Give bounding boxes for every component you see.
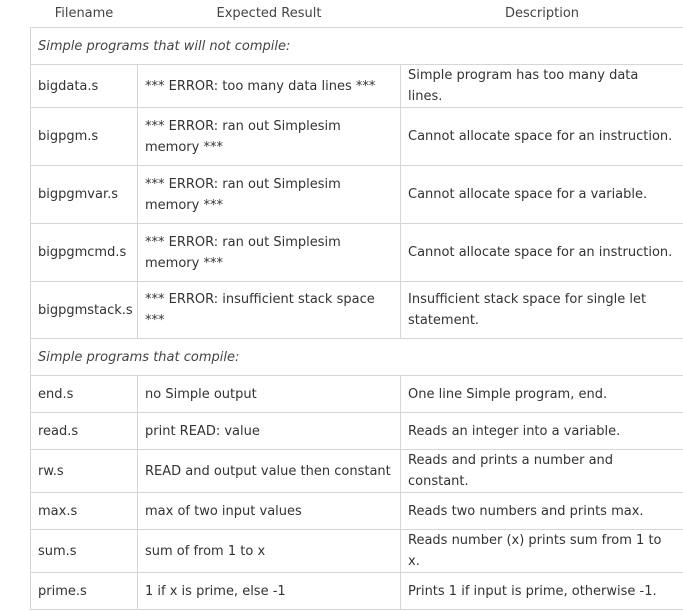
cell-filename: bigpgm.s	[31, 108, 138, 166]
header-filename: Filename	[31, 0, 138, 28]
table-row	[31, 282, 683, 339]
header-description: Description	[401, 0, 683, 28]
cell-expected: no Simple output	[138, 376, 401, 413]
table-row	[31, 530, 683, 573]
cell-expected: *** ERROR: ran out Simplesim memory ***	[138, 108, 401, 166]
cell-filename: bigpgmvar.s	[31, 166, 138, 224]
table-row	[31, 573, 683, 610]
cell-description: Reads number (x) prints sum from 1 to x.	[401, 530, 683, 573]
cell-expected: *** ERROR: ran out Simplesim memory ***	[138, 224, 401, 282]
cell-expected: *** ERROR: too many data lines ***	[138, 65, 401, 108]
cell-expected: sum of from 1 to x	[138, 530, 401, 573]
cell-description: Reads two numbers and prints max.	[401, 493, 683, 530]
table-row	[31, 224, 683, 282]
cell-expected: *** ERROR: insufficient stack space ***	[138, 282, 401, 339]
table-row	[31, 166, 683, 224]
cell-filename: end.s	[31, 376, 138, 413]
table-row	[31, 413, 683, 450]
cell-filename: bigpgmstack.s	[31, 282, 138, 339]
table-row	[31, 450, 683, 493]
cell-expected: 1 if x is prime, else -1	[138, 573, 401, 610]
cell-filename: rw.s	[31, 450, 138, 493]
cell-description: Insufficient stack space for single let statement.	[401, 282, 683, 339]
cell-description: Reads an integer into a variable.	[401, 413, 683, 450]
cell-description: Prints 1 if input is prime, otherwise -1.	[401, 573, 683, 610]
section-label-compile: Simple programs that compile:	[31, 339, 683, 376]
cell-filename: prime.s	[31, 573, 138, 610]
section-label-no-compile: Simple programs that will not compile:	[31, 28, 683, 65]
cell-description: Cannot allocate space for a variable.	[401, 166, 683, 224]
cell-filename: read.s	[31, 413, 138, 450]
cell-expected: *** ERROR: ran out Simplesim memory ***	[138, 166, 401, 224]
cell-description: Reads and prints a number and constant.	[401, 450, 683, 493]
table-row	[31, 376, 683, 413]
table-row	[31, 65, 683, 108]
table-header-row	[31, 0, 683, 28]
cell-expected: READ and output value then constant	[138, 450, 401, 493]
cell-description: One line Simple program, end.	[401, 376, 683, 413]
table-row	[31, 108, 683, 166]
cell-description: Cannot allocate space for an instruction.	[401, 224, 683, 282]
cell-filename: sum.s	[31, 530, 138, 573]
cell-filename: bigpgmcmd.s	[31, 224, 138, 282]
section-row-no-compile	[31, 28, 683, 65]
section-row-compile	[31, 339, 683, 376]
cell-expected: max of two input values	[138, 493, 401, 530]
test-programs-table	[30, 0, 683, 610]
cell-description: Simple program has too many data lines.	[401, 65, 683, 108]
cell-filename: max.s	[31, 493, 138, 530]
cell-filename: bigdata.s	[31, 65, 138, 108]
table-row	[31, 493, 683, 530]
cell-description: Cannot allocate space for an instruction.	[401, 108, 683, 166]
cell-expected: print READ: value	[138, 413, 401, 450]
header-expected-result: Expected Result	[138, 0, 401, 28]
